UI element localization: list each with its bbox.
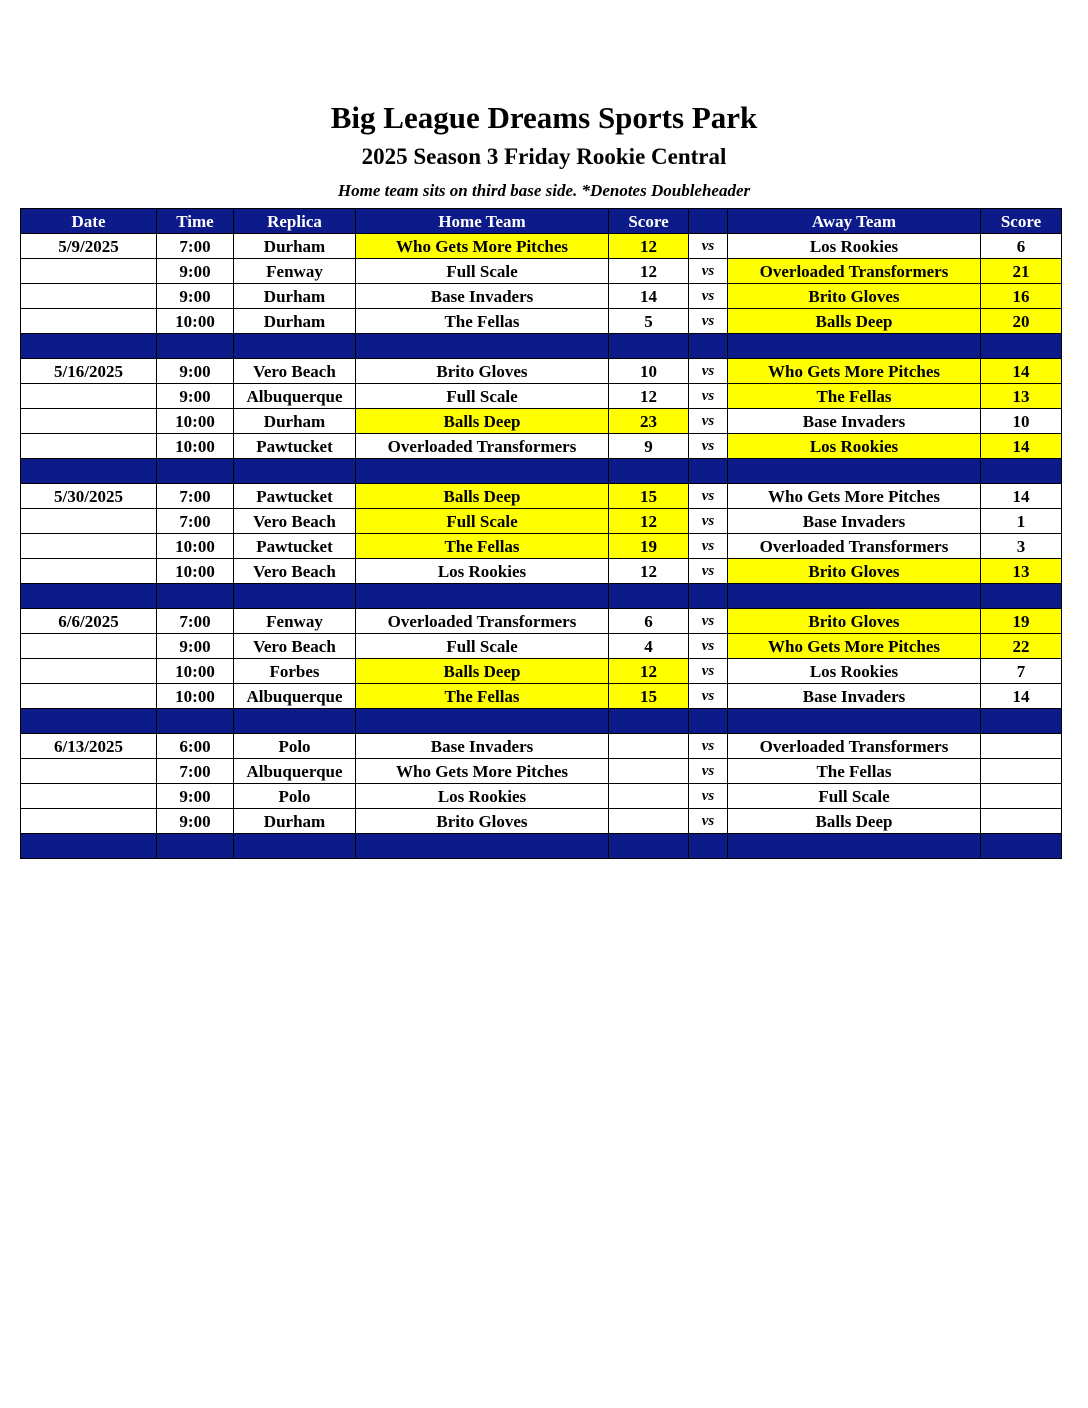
week-separator-row: [21, 584, 1062, 609]
separator-cell: [981, 709, 1062, 734]
separator-cell: [689, 709, 728, 734]
game-row: [21, 359, 1062, 384]
vs-cell: vs: [689, 509, 728, 534]
away-score-cell: [981, 784, 1062, 809]
away-team-cell: Los Rookies: [728, 659, 981, 684]
replica-cell: Fenway: [234, 259, 356, 284]
home-score-cell: 12: [609, 509, 689, 534]
time-cell: 9:00: [157, 634, 234, 659]
separator-cell: [157, 459, 234, 484]
col-header-away-score: Score: [981, 209, 1062, 234]
home-team-cell: Overloaded Transformers: [356, 434, 609, 459]
separator-cell: [21, 584, 157, 609]
separator-cell: [234, 834, 356, 859]
game-row: [21, 509, 1062, 534]
separator-cell: [609, 584, 689, 609]
time-cell: 10:00: [157, 309, 234, 334]
separator-cell: [21, 709, 157, 734]
date-cell: [21, 559, 157, 584]
week-separator-row: [21, 334, 1062, 359]
week-separator-row: [21, 834, 1062, 859]
time-cell: 9:00: [157, 259, 234, 284]
schedule-table: [20, 208, 1062, 859]
date-cell: [21, 759, 157, 784]
home-score-cell: 6: [609, 609, 689, 634]
home-team-cell: Los Rookies: [356, 784, 609, 809]
home-team-cell: Balls Deep: [356, 484, 609, 509]
home-team-cell: Full Scale: [356, 634, 609, 659]
vs-cell: vs: [689, 784, 728, 809]
away-team-cell: Who Gets More Pitches: [728, 634, 981, 659]
away-team-cell: Balls Deep: [728, 809, 981, 834]
away-score-cell: 7: [981, 659, 1062, 684]
away-score-cell: 6: [981, 234, 1062, 259]
away-team-cell: The Fellas: [728, 384, 981, 409]
time-cell: 9:00: [157, 784, 234, 809]
home-team-cell: Full Scale: [356, 384, 609, 409]
away-score-cell: 13: [981, 384, 1062, 409]
away-team-cell: Base Invaders: [728, 509, 981, 534]
game-row: [21, 309, 1062, 334]
away-score-cell: [981, 734, 1062, 759]
separator-cell: [157, 709, 234, 734]
separator-cell: [234, 584, 356, 609]
game-row: [21, 559, 1062, 584]
time-cell: 10:00: [157, 684, 234, 709]
vs-cell: vs: [689, 284, 728, 309]
game-row: [21, 634, 1062, 659]
home-team-cell: Who Gets More Pitches: [356, 759, 609, 784]
replica-cell: Durham: [234, 284, 356, 309]
separator-cell: [728, 709, 981, 734]
home-score-cell: [609, 759, 689, 784]
separator-cell: [157, 834, 234, 859]
vs-cell: vs: [689, 634, 728, 659]
vs-cell: vs: [689, 659, 728, 684]
separator-cell: [21, 834, 157, 859]
away-team-cell: Who Gets More Pitches: [728, 484, 981, 509]
time-cell: 6:00: [157, 734, 234, 759]
vs-cell: vs: [689, 234, 728, 259]
replica-cell: Vero Beach: [234, 634, 356, 659]
away-team-cell: Los Rookies: [728, 234, 981, 259]
separator-cell: [609, 709, 689, 734]
vs-cell: vs: [689, 684, 728, 709]
time-cell: 10:00: [157, 434, 234, 459]
time-cell: 10:00: [157, 559, 234, 584]
replica-cell: Vero Beach: [234, 559, 356, 584]
game-row: [21, 234, 1062, 259]
replica-cell: Albuquerque: [234, 759, 356, 784]
home-team-cell: Balls Deep: [356, 659, 609, 684]
replica-cell: Pawtucket: [234, 484, 356, 509]
away-score-cell: 14: [981, 359, 1062, 384]
away-score-cell: 13: [981, 559, 1062, 584]
away-team-cell: Los Rookies: [728, 434, 981, 459]
vs-cell: vs: [689, 534, 728, 559]
game-row: [21, 409, 1062, 434]
vs-cell: vs: [689, 809, 728, 834]
header-row: [21, 209, 1062, 234]
time-cell: 9:00: [157, 284, 234, 309]
replica-cell: Polo: [234, 784, 356, 809]
game-row: [21, 809, 1062, 834]
home-score-cell: 15: [609, 684, 689, 709]
separator-cell: [356, 334, 609, 359]
time-cell: 7:00: [157, 484, 234, 509]
separator-cell: [234, 709, 356, 734]
page-subtitle: 2025 Season 3 Friday Rookie Central: [361, 144, 727, 169]
time-cell: 7:00: [157, 509, 234, 534]
date-cell: [21, 659, 157, 684]
col-header-home-team: Home Team: [356, 209, 609, 234]
vs-cell: vs: [689, 759, 728, 784]
away-team-cell: Base Invaders: [728, 409, 981, 434]
time-cell: 9:00: [157, 359, 234, 384]
home-score-cell: [609, 734, 689, 759]
separator-cell: [356, 459, 609, 484]
home-score-cell: 12: [609, 384, 689, 409]
away-team-cell: Balls Deep: [728, 309, 981, 334]
week-separator-row: [21, 459, 1062, 484]
separator-cell: [234, 334, 356, 359]
replica-cell: Forbes: [234, 659, 356, 684]
away-score-cell: 19: [981, 609, 1062, 634]
date-cell: [21, 809, 157, 834]
separator-cell: [689, 834, 728, 859]
separator-cell: [609, 459, 689, 484]
home-score-cell: 19: [609, 534, 689, 559]
separator-cell: [609, 334, 689, 359]
date-cell: 5/16/2025: [21, 359, 157, 384]
game-row: [21, 284, 1062, 309]
away-score-cell: 1: [981, 509, 1062, 534]
away-score-cell: 14: [981, 684, 1062, 709]
away-team-cell: Brito Gloves: [728, 284, 981, 309]
home-team-cell: Base Invaders: [356, 284, 609, 309]
home-score-cell: 4: [609, 634, 689, 659]
date-cell: 5/9/2025: [21, 234, 157, 259]
away-team-cell: Brito Gloves: [728, 559, 981, 584]
game-row: [21, 484, 1062, 509]
vs-cell: vs: [689, 384, 728, 409]
time-cell: 9:00: [157, 384, 234, 409]
away-team-cell: Overloaded Transformers: [728, 259, 981, 284]
date-cell: [21, 634, 157, 659]
separator-cell: [21, 459, 157, 484]
separator-cell: [981, 459, 1062, 484]
home-team-cell: The Fellas: [356, 309, 609, 334]
separator-cell: [728, 334, 981, 359]
time-cell: 7:00: [157, 234, 234, 259]
page-title: Big League Dreams Sports Park: [330, 100, 758, 135]
vs-cell: vs: [689, 609, 728, 634]
date-cell: [21, 684, 157, 709]
separator-cell: [728, 834, 981, 859]
game-row: [21, 609, 1062, 634]
separator-cell: [157, 334, 234, 359]
date-cell: [21, 284, 157, 309]
away-score-cell: 20: [981, 309, 1062, 334]
home-team-cell: The Fellas: [356, 534, 609, 559]
vs-cell: vs: [689, 734, 728, 759]
separator-cell: [609, 834, 689, 859]
home-team-cell: Who Gets More Pitches: [356, 234, 609, 259]
separator-cell: [689, 334, 728, 359]
separator-cell: [689, 584, 728, 609]
time-cell: 9:00: [157, 809, 234, 834]
date-cell: [21, 384, 157, 409]
home-team-cell: Full Scale: [356, 509, 609, 534]
home-score-cell: 9: [609, 434, 689, 459]
away-score-cell: 22: [981, 634, 1062, 659]
away-score-cell: 16: [981, 284, 1062, 309]
away-team-cell: Who Gets More Pitches: [728, 359, 981, 384]
separator-cell: [981, 834, 1062, 859]
col-header-time: Time: [157, 209, 234, 234]
vs-cell: vs: [689, 359, 728, 384]
away-score-cell: 3: [981, 534, 1062, 559]
away-score-cell: 21: [981, 259, 1062, 284]
away-team-cell: Overloaded Transformers: [728, 534, 981, 559]
separator-cell: [981, 584, 1062, 609]
home-score-cell: 15: [609, 484, 689, 509]
date-cell: [21, 259, 157, 284]
home-team-cell: Overloaded Transformers: [356, 609, 609, 634]
vs-cell: vs: [689, 559, 728, 584]
home-score-cell: 5: [609, 309, 689, 334]
separator-cell: [728, 459, 981, 484]
home-team-cell: Base Invaders: [356, 734, 609, 759]
schedule-body: [21, 234, 1062, 859]
home-score-cell: [609, 809, 689, 834]
replica-cell: Vero Beach: [234, 509, 356, 534]
schedule-note: Home team sits on third base side. *Denotes Doubleheader: [337, 181, 751, 200]
away-team-cell: Base Invaders: [728, 684, 981, 709]
home-score-cell: 14: [609, 284, 689, 309]
away-score-cell: 10: [981, 409, 1062, 434]
away-score-cell: 14: [981, 484, 1062, 509]
time-cell: 7:00: [157, 759, 234, 784]
replica-cell: Durham: [234, 234, 356, 259]
separator-cell: [981, 334, 1062, 359]
col-header-vs: [689, 209, 728, 234]
separator-cell: [356, 834, 609, 859]
date-cell: 6/6/2025: [21, 609, 157, 634]
game-row: [21, 784, 1062, 809]
vs-cell: vs: [689, 309, 728, 334]
replica-cell: Pawtucket: [234, 434, 356, 459]
game-row: [21, 534, 1062, 559]
separator-cell: [234, 459, 356, 484]
away-score-cell: [981, 809, 1062, 834]
vs-cell: vs: [689, 409, 728, 434]
game-row: [21, 434, 1062, 459]
home-score-cell: 12: [609, 559, 689, 584]
date-cell: [21, 509, 157, 534]
separator-cell: [356, 584, 609, 609]
col-header-replica: Replica: [234, 209, 356, 234]
game-row: [21, 384, 1062, 409]
home-score-cell: 10: [609, 359, 689, 384]
replica-cell: Albuquerque: [234, 384, 356, 409]
replica-cell: Pawtucket: [234, 534, 356, 559]
vs-cell: vs: [689, 434, 728, 459]
replica-cell: Fenway: [234, 609, 356, 634]
vs-cell: vs: [689, 484, 728, 509]
separator-cell: [157, 584, 234, 609]
replica-cell: Polo: [234, 734, 356, 759]
home-team-cell: The Fellas: [356, 684, 609, 709]
away-score-cell: [981, 759, 1062, 784]
home-score-cell: 23: [609, 409, 689, 434]
date-cell: [21, 409, 157, 434]
separator-cell: [689, 459, 728, 484]
home-score-cell: [609, 784, 689, 809]
date-cell: 5/30/2025: [21, 484, 157, 509]
separator-cell: [356, 709, 609, 734]
col-header-home-score: Score: [609, 209, 689, 234]
home-team-cell: Los Rookies: [356, 559, 609, 584]
replica-cell: Durham: [234, 309, 356, 334]
replica-cell: Albuquerque: [234, 684, 356, 709]
home-team-cell: Full Scale: [356, 259, 609, 284]
col-header-away-team: Away Team: [728, 209, 981, 234]
vs-cell: vs: [689, 259, 728, 284]
home-score-cell: 12: [609, 659, 689, 684]
away-score-cell: 14: [981, 434, 1062, 459]
separator-cell: [21, 334, 157, 359]
game-row: [21, 659, 1062, 684]
away-team-cell: Brito Gloves: [728, 609, 981, 634]
time-cell: 10:00: [157, 409, 234, 434]
time-cell: 10:00: [157, 534, 234, 559]
game-row: [21, 759, 1062, 784]
date-cell: [21, 434, 157, 459]
away-team-cell: Overloaded Transformers: [728, 734, 981, 759]
home-score-cell: 12: [609, 234, 689, 259]
home-team-cell: Balls Deep: [356, 409, 609, 434]
date-cell: [21, 784, 157, 809]
date-cell: [21, 309, 157, 334]
game-row: [21, 734, 1062, 759]
replica-cell: Vero Beach: [234, 359, 356, 384]
away-team-cell: The Fellas: [728, 759, 981, 784]
time-cell: 10:00: [157, 659, 234, 684]
separator-cell: [728, 584, 981, 609]
game-row: [21, 684, 1062, 709]
time-cell: 7:00: [157, 609, 234, 634]
game-row: [21, 259, 1062, 284]
week-separator-row: [21, 709, 1062, 734]
date-cell: 6/13/2025: [21, 734, 157, 759]
home-team-cell: Brito Gloves: [356, 359, 609, 384]
home-team-cell: Brito Gloves: [356, 809, 609, 834]
home-score-cell: 12: [609, 259, 689, 284]
date-cell: [21, 534, 157, 559]
away-team-cell: Full Scale: [728, 784, 981, 809]
col-header-date: Date: [21, 209, 157, 234]
replica-cell: Durham: [234, 809, 356, 834]
replica-cell: Durham: [234, 409, 356, 434]
